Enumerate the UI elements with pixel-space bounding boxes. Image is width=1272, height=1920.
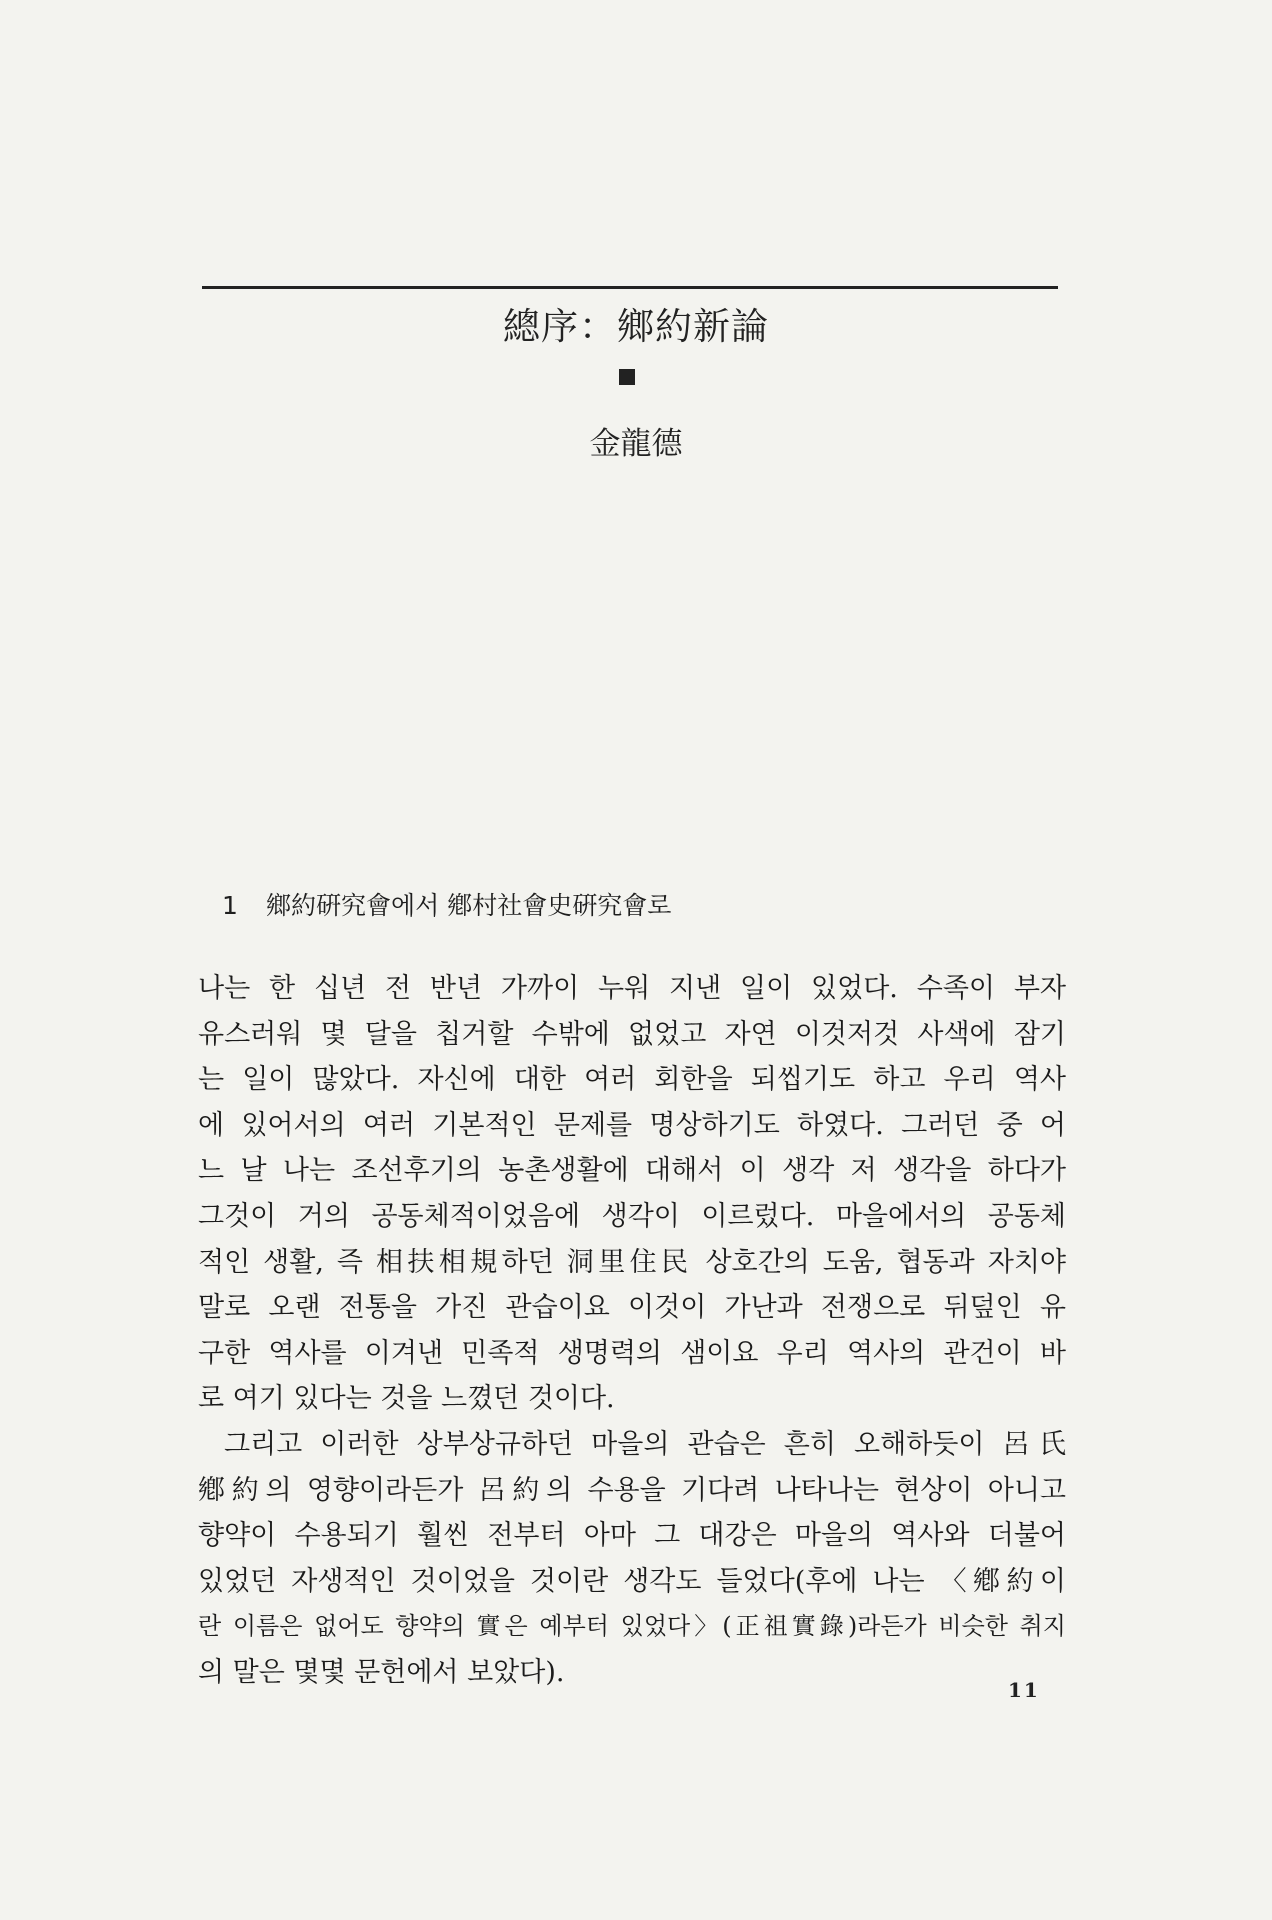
- title-rule: [202, 286, 1058, 289]
- body-text: [198, 966, 1066, 1696]
- chapter-title: 總序：鄉約新論: [503, 305, 769, 348]
- section-title: 鄉約硏究會에서 鄕村社會史硏究會로: [266, 891, 672, 920]
- text-line: 말로 오랜 전통을 가진 관습이요 이것이 가난과 전쟁으로 뒤덮인 유: [198, 1292, 1066, 1324]
- text-line: 있었던 자생적인 것이었을 것이란 생각도 들었다(후에 나는 〈鄕約이: [198, 1565, 1066, 1597]
- text-line: 그리고 이러한 상부상규하던 마을의 관습은 흔히 오해하듯이 呂氏: [224, 1428, 1066, 1460]
- text-line: 적인 생활, 즉 相扶相規하던 洞里住民 상호간의 도움, 협동과 자치야: [198, 1246, 1066, 1278]
- section-heading: [222, 886, 671, 922]
- square-ornament: [619, 369, 635, 385]
- text-line: 로 여기 있다는 것을 느꼈던 것이다.: [198, 1383, 615, 1415]
- text-line: 유스러워 몇 달을 칩거할 수밖에 없었고 자연 이것저것 사색에 잠기: [198, 1018, 1066, 1050]
- text-line: 향약이 수용되기 훨씬 전부터 아마 그 대강은 마을의 역사와 더불어: [198, 1520, 1066, 1552]
- author-name: 金龍德: [589, 426, 683, 462]
- text-line: 구한 역사를 이겨낸 민족적 생명력의 샘이요 우리 역사의 관건이 바: [198, 1337, 1066, 1369]
- text-line: 는 일이 많았다. 자신에 대한 여러 회한을 되씹기도 하고 우리 역사: [198, 1064, 1066, 1096]
- text-line: 그것이 거의 공동체적이었음에 생각이 이르렀다. 마을에서의 공동체: [198, 1200, 1066, 1232]
- page-number: 11: [1008, 1678, 1040, 1702]
- text-line: 의 말은 몇몇 문헌에서 보았다).: [198, 1656, 565, 1688]
- text-line: 나는 한 십년 전 반년 가까이 누워 지낸 일이 있었다. 수족이 부자: [198, 973, 1066, 1004]
- text-line: 에 있어서의 여러 기본적인 문제를 명상하기도 하였다. 그러던 중 어: [198, 1109, 1066, 1141]
- text-line: 란 이름은 없어도 향약의 實은 예부터 있었다〉(正祖實錄)라든가 비슷한 취지: [198, 1612, 1066, 1641]
- text-line: 느 날 나는 조선후기의 농촌생활에 대해서 이 생각 저 생각을 하다가: [198, 1155, 1066, 1187]
- text-line: 鄕約의 영향이라든가 呂約의 수용을 기다려 나타나는 현상이 아니고: [198, 1474, 1066, 1506]
- section-number: 1: [222, 891, 238, 920]
